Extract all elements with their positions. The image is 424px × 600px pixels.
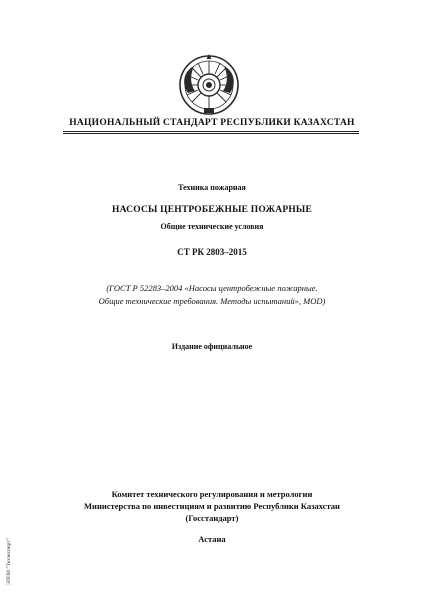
national-standard-header: НАЦИОНАЛЬНЫЙ СТАНДАРТ РЕСПУБЛИКИ КАЗАХСТАН (69, 118, 355, 128)
subject-field: Техника пожарная (178, 183, 246, 192)
edition-label: Издание официальное (171, 342, 253, 351)
publication-city: Астана (198, 534, 226, 544)
header-rule-top (63, 131, 359, 132)
state-emblem-icon (176, 53, 242, 117)
publisher-line-3: (Госстандарт) (185, 513, 239, 523)
header-rule-bottom (63, 133, 359, 134)
document-title: НАСОСЫ ЦЕНТРОБЕЖНЫЕ ПОЖАРНЫЕ (112, 205, 312, 215)
standard-code: СТ РК 2803–2015 (177, 247, 247, 257)
reference-line-2: Общие технические требования. Методы испытаний», MOD) (98, 296, 326, 306)
vertical-watermark: ЭЛПИ "Техэксперт" (6, 538, 12, 585)
document-subtitle: Общие технические условия (160, 222, 264, 231)
reference-line-1: (ГОСТ Р 52283–2004 «Насосы центробежные пожарные. (106, 283, 318, 293)
publisher-line-2: Министерства по инвестициям и развитию Республики Казахстан (84, 501, 340, 511)
publisher-line-1: Комитет технического регулирования и метрологии (111, 489, 313, 499)
